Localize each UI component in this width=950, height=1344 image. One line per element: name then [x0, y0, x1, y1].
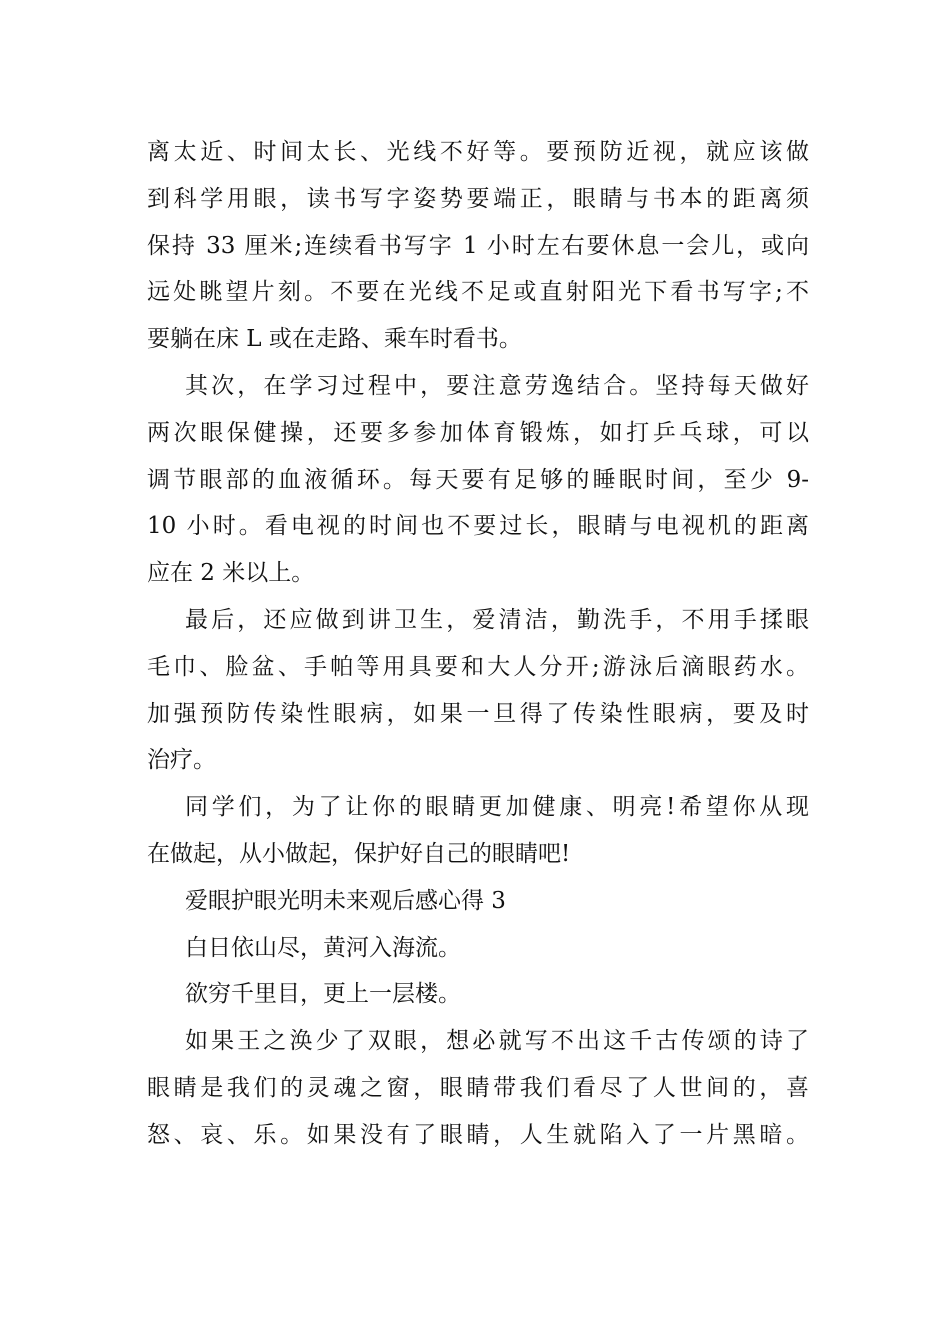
- text-line: 如果王之涣少了双眼，想必就写不出这千古传颂的诗了: [185, 1028, 809, 1055]
- text-line: 毛巾、脸盆、手帕等用具要和大人分开;游泳后滴眼药水。: [147, 653, 809, 680]
- text-line: 两次眼保健操，还要多参加体育锻炼，如打乒乓球，可以: [147, 419, 809, 446]
- text-line: 眼睛是我们的灵魂之窗，眼睛带我们看尽了人世间的，喜: [147, 1074, 809, 1101]
- text-line: 保持 33 厘米;连续看书写字 1 小时左右要休息一会儿，或向: [147, 232, 809, 259]
- text-line: 应在 2 米以上。: [147, 560, 315, 587]
- text-line: 其次，在学习过程中，要注意劳逸结合。坚持每天做好: [185, 372, 809, 399]
- poem-line: 白日依山尽，黄河入海流。: [185, 934, 461, 961]
- section-heading: 爱眼护眼光明未来观后感心得 3: [185, 887, 506, 914]
- text-line: 远处眺望片刻。不要在光线不足或直射阳光下看书写字;不: [147, 279, 809, 306]
- poem-line: 欲穷千里目，更上一层楼。: [185, 981, 461, 1008]
- document-body: [147, 129, 809, 1159]
- text-line: 最后，还应做到讲卫生，爱清洁，勤洗手，不用手揉眼: [185, 606, 809, 633]
- text-line: 同学们，为了让你的眼睛更加健康、明亮!希望你从现: [185, 794, 809, 821]
- text-line: 怒、哀、乐。如果没有了眼睛，人生就陷入了一片黑暗。: [147, 1121, 809, 1148]
- text-line: 要躺在床 L 或在走路、乘车时看书。: [147, 326, 522, 353]
- text-line: 离太近、时间太长、光线不好等。要预防近视，就应该做: [147, 139, 809, 165]
- text-line: 调节眼部的血液循环。每天要有足够的睡眠时间，至少 9-: [147, 466, 809, 493]
- text-line: 10 小时。看电视的时间也不要过长，眼睛与电视机的距离: [147, 513, 809, 540]
- text-line: 加强预防传染性眼病，如果一旦得了传染性眼病，要及时: [147, 700, 809, 727]
- text-line: 治疗。: [147, 747, 216, 774]
- text-line: 到科学用眼，读书写字姿势要端正，眼睛与书本的距离须: [147, 185, 809, 212]
- text-line: 在做起，从小做起，保护好自己的眼睛吧!: [147, 840, 571, 867]
